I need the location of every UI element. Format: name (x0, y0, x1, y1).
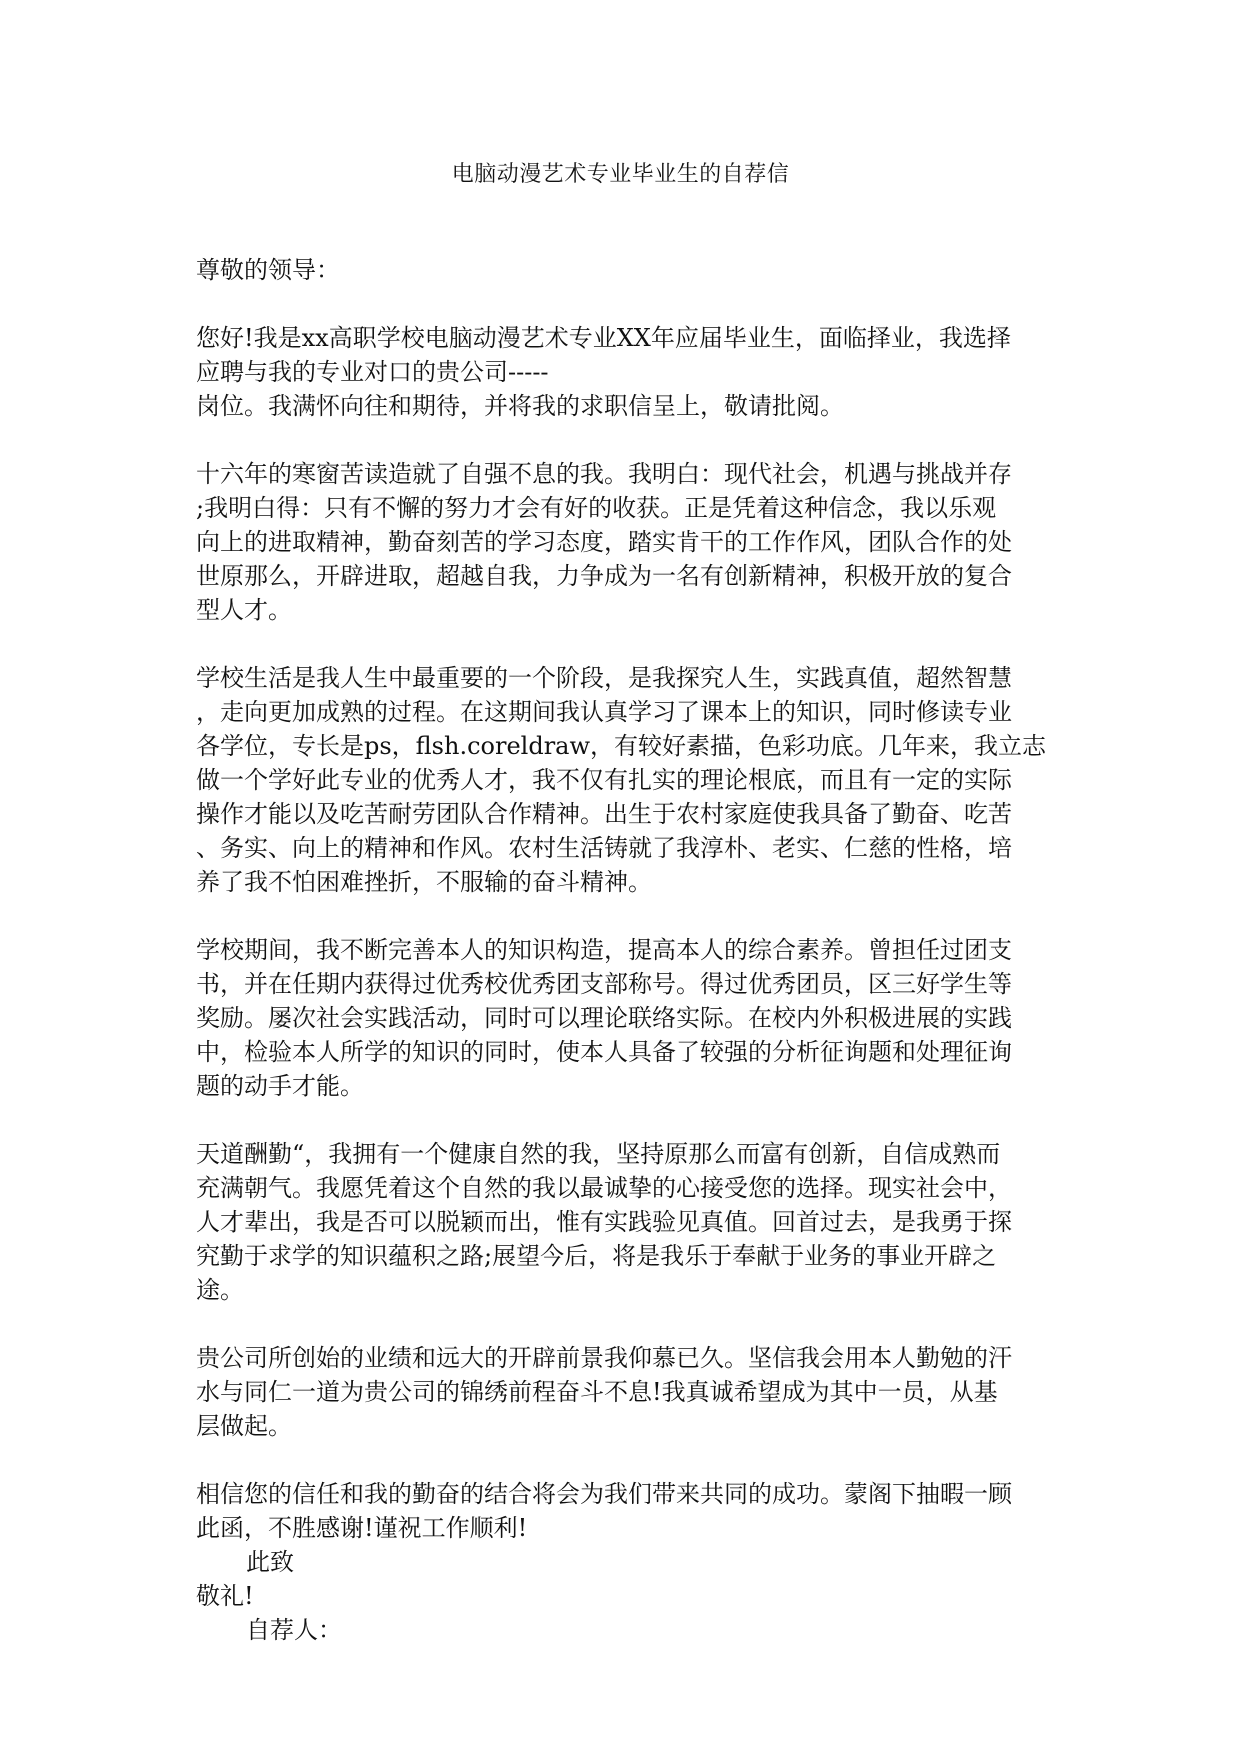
paragraph-company-admiration (196, 1341, 1054, 1443)
text-line: ;我明白得：只有不懈的努力才会有好的收获。正是凭着这种信念，我以乐观 (196, 494, 997, 522)
paragraph-gap (196, 423, 1054, 457)
text-line: 途。 (196, 1276, 244, 1304)
text-line: 书，并在任期内获得过优秀校优秀团支部称号。得过优秀团员，区三好学生等 (196, 970, 1012, 998)
text-line: 、务实、向上的精神和作风。农村生活铸就了我淳朴、老实、仁慈的性格，培 (196, 834, 1012, 862)
text-line: ，走向更加成熟的过程。在这期间我认真学习了课本上的知识，同时修读专业 (196, 698, 1012, 726)
text-line: 层做起。 (196, 1412, 292, 1440)
paragraph-conclusion (196, 1477, 1054, 1545)
text-line: 充满朝气。我愿凭着这个自然的我以最诚挚的心接受您的选择。现实社会中， (196, 1174, 1012, 1202)
text-line: 您好!我是xx高职学校电脑动漫艺术专业XX年应届毕业生，面临择业，我选择 (196, 324, 1011, 352)
text-line: 贵公司所创始的业绩和远大的开辟前景我仰慕已久。坚信我会用本人勤勉的汗 (196, 1344, 1012, 1372)
paragraph-gap (196, 1103, 1054, 1137)
text-line: 养了我不怕困难挫折，不服输的奋斗精神。 (196, 868, 652, 896)
paragraph-self-motivation (196, 457, 1054, 627)
paragraph-gap (196, 627, 1054, 661)
text-line: 岗位。我满怀向往和期待，并将我的求职信呈上，敬请批阅。 (196, 392, 844, 420)
text-line: 人才辈出，我是否可以脱颖而出，惟有实践验见真值。回首过去，是我勇于探 (196, 1208, 1012, 1236)
text-line: 世原那么，开辟进取，超越自我，力争成为一名有创新精神，积极开放的复合 (196, 562, 1012, 590)
text-line: 向上的进取精神，勤奋刻苦的学习态度，踏实肯干的工作作风，团队合作的处 (196, 528, 1012, 556)
text-line: 此函，不胜感谢!谨祝工作顺利! (196, 1514, 528, 1542)
paragraph-gap (196, 1307, 1054, 1341)
letter-body (196, 253, 1054, 1647)
text-line: 应聘与我的专业对口的贵公司----- (196, 358, 549, 386)
text-line: 中，检验本人所学的知识的同时，使本人具备了较强的分析征询题和处理征询 (196, 1038, 1012, 1066)
document-title: 电脑动漫艺术专业毕业生的自荐信 (451, 162, 790, 187)
text-line: 各学位，专长是ps，flsh.coreldraw，有较好素描，色彩功底。几年来，我立志 (196, 732, 1047, 760)
text-line: 操作才能以及吃苦耐劳团队合作精神。出生于农村家庭使我具备了勤奋、吃苦 (196, 800, 1012, 828)
paragraph-gap (196, 1443, 1054, 1477)
paragraph-school-achievements (196, 933, 1054, 1103)
closing-salute: 此致 (246, 1548, 294, 1576)
text-line: 做一个学好此专业的优秀人才，我不仅有扎实的理论根底，而且有一定的实际 (196, 766, 1012, 794)
text-line: 题的动手才能。 (196, 1072, 364, 1100)
text-line: 学校期间，我不断完善本人的知识构造，提高本人的综合素养。曾担任过团支 (196, 936, 1012, 964)
text-line: 奖励。屡次社会实践活动，同时可以理论联络实际。在校内外积极进展的实践 (196, 1004, 1012, 1032)
paragraph-gap (196, 287, 1054, 321)
salutation: 尊敬的领导： (196, 256, 340, 284)
text-line: 相信您的信任和我的勤奋的结合将会为我们带来共同的成功。蒙阁下抽暇一顾 (196, 1480, 1012, 1508)
text-line: 天道酬勤“，我拥有一个健康自然的我，坚持原那么而富有创新，自信成熟而 (196, 1140, 1001, 1168)
text-line: 型人才。 (196, 596, 292, 624)
signature-label: 自荐人： (246, 1616, 342, 1644)
paragraph-greeting (196, 321, 1054, 423)
text-line: 学校生活是我人生中最重要的一个阶段，是我探究人生，实践真值，超然智慧 (196, 664, 1012, 692)
paragraph-character (196, 1137, 1054, 1307)
paragraph-gap (196, 899, 1054, 933)
text-line: 水与同仁一道为贵公司的锦绣前程奋斗不息!我真诚希望成为其中一员，从基 (196, 1378, 998, 1406)
paragraph-school-life (196, 661, 1054, 899)
closing-regards: 敬礼! (196, 1582, 254, 1610)
text-line: 十六年的寒窗苦读造就了自强不息的我。我明白：现代社会，机遇与挑战并存 (196, 460, 1012, 488)
text-line: 究勤于求学的知识蕴积之路;展望今后，将是我乐于奉献于业务的事业开辟之 (196, 1242, 997, 1270)
